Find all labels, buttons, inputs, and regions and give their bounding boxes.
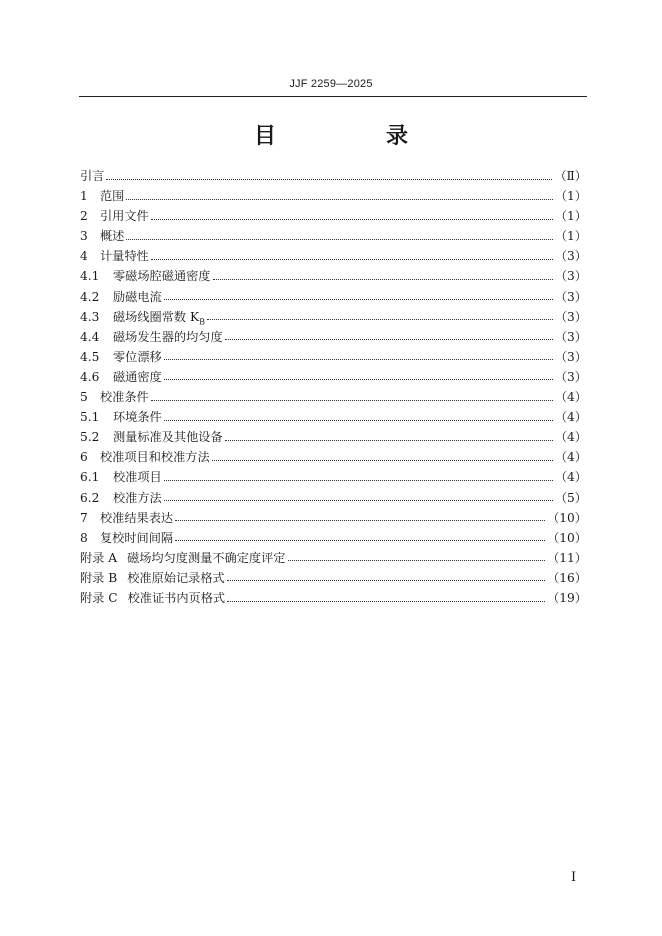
toc-entry-number: 3 [80,229,88,244]
toc-entry-label [113,488,162,508]
toc-entry[interactable] [80,307,587,327]
toc-entry-page: （19） [547,590,587,605]
toc-entry-label [113,327,223,347]
toc-entry-label-text: 校准方法 [113,490,162,505]
toc-entry-label-text: 磁场均匀度测量不确定度评定 [127,550,286,565]
toc-entry-label [100,508,173,528]
toc-entry-label-text: 环境条件 [113,410,162,425]
toc-entry-number: 4.2 [80,289,100,304]
toc-entry[interactable] [80,548,587,568]
toc-entry-page: （10） [547,510,587,525]
toc-entry-label [100,528,173,548]
toc-entry-number: 4.3 [80,309,100,324]
header-rule [79,96,587,97]
toc-entry-label-text: 引用文件 [100,209,149,224]
dot-leader [151,400,553,401]
toc-entry-page: （1） [554,229,587,244]
dot-leader [213,279,553,280]
dot-leader [164,379,553,380]
toc-entry-page: （3） [554,289,587,304]
toc-entry-number: 5.1 [80,410,100,425]
toc-title: 目 录 [253,123,452,149]
toc-entry-page: （4） [554,430,587,445]
toc-entry-label-text: 磁场线圈常数 K [113,309,200,324]
toc-entry-label-text: 范围 [100,189,125,204]
toc-entry[interactable] [80,488,587,508]
toc-entry-number: 6.2 [80,490,100,505]
toc-entry-label-text: 概述 [100,229,125,244]
document-code: JJF 2259—2025 [289,78,373,90]
dot-leader [126,239,552,240]
toc-entry-page: （3） [554,329,587,344]
toc-entry-label-text: 校准条件 [100,390,149,405]
toc-entry[interactable] [80,528,587,548]
toc-entry[interactable] [80,206,587,226]
dot-leader [164,299,553,300]
toc-entry-label-text: 引言 [80,169,105,183]
toc-entry-label-text: 校准项目和校准方法 [100,450,210,465]
dot-leader [106,179,552,180]
toc-entry[interactable] [80,186,587,206]
toc-entry-label [100,246,149,266]
toc-entry-label [80,166,104,186]
toc-entry-label [100,226,124,246]
toc-entry-label [100,206,149,226]
dot-leader [175,540,545,541]
toc-entry-number: 7 [80,510,88,525]
toc-entry-label [113,266,211,286]
toc-entry-label-text: 校准项目 [113,470,162,485]
toc-entry[interactable] [80,246,587,266]
toc-entry-subscript: B [199,317,205,327]
toc-entry-label-text: 励磁电流 [113,289,162,304]
toc-entry-label [100,387,149,407]
toc-entry[interactable] [80,327,587,347]
toc-entry[interactable] [80,367,587,387]
toc-entry[interactable] [80,226,587,246]
toc-entry-number: 8 [80,530,88,545]
dot-leader [227,601,545,602]
page-number: I [571,870,577,885]
toc-entry-page: （1） [554,189,587,204]
toc-entry-number: 5.2 [80,430,100,445]
toc-entry-number: 6 [80,450,88,465]
toc-entry-label [113,367,162,387]
toc-entry-label [113,347,162,367]
toc-entry-page: （3） [554,369,587,384]
toc-entry[interactable] [80,588,587,608]
toc-entry-number: 4 [80,249,88,264]
dot-leader [126,199,552,200]
toc-entry[interactable] [80,508,587,528]
dot-leader [164,500,553,501]
toc-entry-label-text: 零磁场腔磁通密度 [113,269,211,284]
toc-entry-label [128,588,226,608]
toc-entry-label-text: 磁场发生器的均匀度 [113,329,223,344]
dot-leader [164,480,553,481]
toc-entry-number: 附录 B [80,570,118,585]
toc-entry-label-text: 校准原始记录格式 [127,570,225,585]
toc-entry[interactable] [80,427,587,447]
toc-entry-label [127,548,285,568]
toc-entry[interactable] [80,447,587,467]
toc-entry-page: （3） [554,349,587,364]
toc-entry-number: 4.1 [80,269,100,284]
toc-entry[interactable] [80,407,587,427]
dot-leader [164,359,553,360]
table-of-contents [80,166,587,608]
toc-entry-page: （4） [554,390,587,405]
toc-entry-number: 1 [80,189,88,204]
toc-entry-number: 4.5 [80,349,100,364]
toc-entry-page: （1） [554,209,587,224]
toc-entry-number: 5 [80,390,88,405]
toc-entry-label-text: 零位漂移 [113,349,162,364]
toc-entry-page: （11） [547,550,587,565]
toc-entry-page: （4） [554,470,587,485]
toc-entry-page: （4） [554,450,587,465]
toc-entry-label-text: 校准证书内页格式 [127,590,226,605]
dot-leader [212,460,553,461]
toc-entry-number: 4.4 [80,329,100,344]
toc-entry-number: 6.1 [80,470,100,485]
dot-leader [175,520,545,521]
toc-entry-page: （3） [554,309,587,324]
toc-entry-page: （5） [554,490,587,505]
toc-entry-label [127,568,225,588]
dot-leader [288,560,546,561]
toc-entry-label-text: 计量特性 [100,249,149,264]
toc-entry-label [113,287,162,307]
toc-entry-label [113,427,223,447]
toc-entry-label [113,407,162,427]
toc-entry-page: （3） [554,249,587,264]
toc-entry-label-text: 复校时间间隔 [100,530,174,545]
toc-entry-label [113,467,162,487]
toc-entry-label-text: 测量标准及其他设备 [113,430,223,445]
dot-leader [164,420,553,421]
toc-entry-label-text: 校准结果表达 [100,510,174,525]
dot-leader [225,339,553,340]
toc-entry[interactable] [80,568,587,588]
toc-entry-page: （Ⅱ） [554,169,587,183]
toc-entry-page: （16） [547,570,587,585]
toc-entry-number: 附录 C [80,590,118,605]
toc-entry-page: （10） [547,530,587,545]
toc-entry[interactable] [80,467,587,487]
dot-leader [207,319,553,320]
toc-entry[interactable] [80,347,587,367]
toc-entry-label-text: 磁通密度 [113,369,162,384]
toc-entry-label [100,447,210,467]
toc-entry[interactable] [80,387,587,407]
toc-entry[interactable] [80,287,587,307]
toc-entry-number: 附录 A [80,550,118,565]
dot-leader [151,219,553,220]
toc-entry[interactable] [80,266,587,286]
dot-leader [225,440,553,441]
toc-entry[interactable] [80,166,587,186]
dot-leader [151,259,553,260]
toc-entry-page: （4） [554,410,587,425]
dot-leader [227,580,545,581]
toc-entry-number: 4.6 [80,369,100,384]
toc-entry-page: （3） [554,269,587,284]
toc-entry-label [100,186,124,206]
toc-entry-number: 2 [80,209,88,224]
